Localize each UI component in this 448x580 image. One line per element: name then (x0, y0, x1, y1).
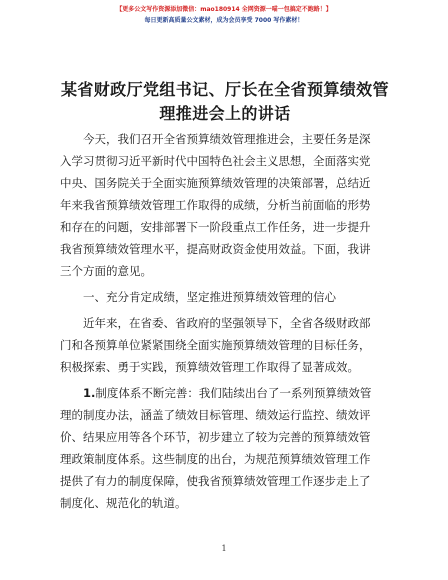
text-line: 入学习贯彻习近平新时代中国特色社会主义思想，全面落实党 (60, 154, 371, 168)
text-line: 价、结果应用等各个环节，初步建立了较为完善的预算绩效管 (60, 430, 371, 444)
text-line: 提供了有力的制度保障，使我省预算绩效管理工作逐步走上了 (60, 474, 371, 488)
text-line: 门和各预算单位紧紧围绕全面实施预算绩效管理的目标任务， (60, 338, 371, 352)
intro-paragraph (60, 128, 390, 282)
document-title (58, 78, 392, 126)
item-number: 1. (83, 386, 96, 400)
title-line-1: 某省财政厅党组书记、厅长在全省预算绩效管 (60, 80, 389, 99)
heading-text: 一、充分肯定成绩，坚定推进预算绩效管理的信心 (83, 290, 336, 304)
text-line: 中央、国务院关于全面实施预算绩效管理的决策部署，总结近 (60, 176, 371, 190)
text-line: 理政策制度体系。这些制度的出台，为规范预算绩效管理工作 (60, 452, 371, 466)
title-line-2: 理推进会上的讲话 (159, 104, 291, 123)
promo-line-1: 【更多公文写作资源添加微信：mao180914 全网资源一喵一包搞定不跑路！】 (116, 6, 332, 13)
text-line: 今天，我们召开全省预算绩效管理推进会，主要任务是深 (83, 132, 371, 146)
achievements-paragraph (60, 312, 390, 378)
text-line: 我省预算绩效管理水平，提高财政资金使用效益。下面，我讲 (60, 242, 371, 256)
promo-line-2: 每日更新高质量公文素材，成为会员享受 7000 写作素材！ (144, 17, 304, 24)
institution-paragraph (60, 382, 390, 514)
text-line: 理的制度办法，涵盖了绩效目标管理、绩效运行监控、绩效评 (60, 408, 371, 422)
text-line (60, 382, 390, 404)
promo-banner (0, 4, 448, 26)
text-line: 积极探索、勇于实践，预算绩效管理工作取得了显著成效。 (60, 360, 359, 374)
text-line: 近年来，在省委、省政府的坚强领导下，全省各级财政部 (83, 316, 371, 330)
text-segment: 制度体系不断完善：我们陆续出台了一系列预算绩效管 (95, 386, 372, 400)
text-line: 和存在的问题，安排部署下一阶段重点工作任务，进一步提升 (60, 220, 371, 234)
section-heading-1 (60, 286, 390, 308)
text-line: 制度化、规范化的轨道。 (60, 496, 187, 510)
text-line: 三个方面的意见。 (60, 264, 152, 278)
text-line: 年来我省预算绩效管理工作取得的成绩，分析当前面临的形势 (60, 198, 371, 212)
document-body (60, 128, 390, 514)
page-number: 1 (221, 544, 227, 553)
